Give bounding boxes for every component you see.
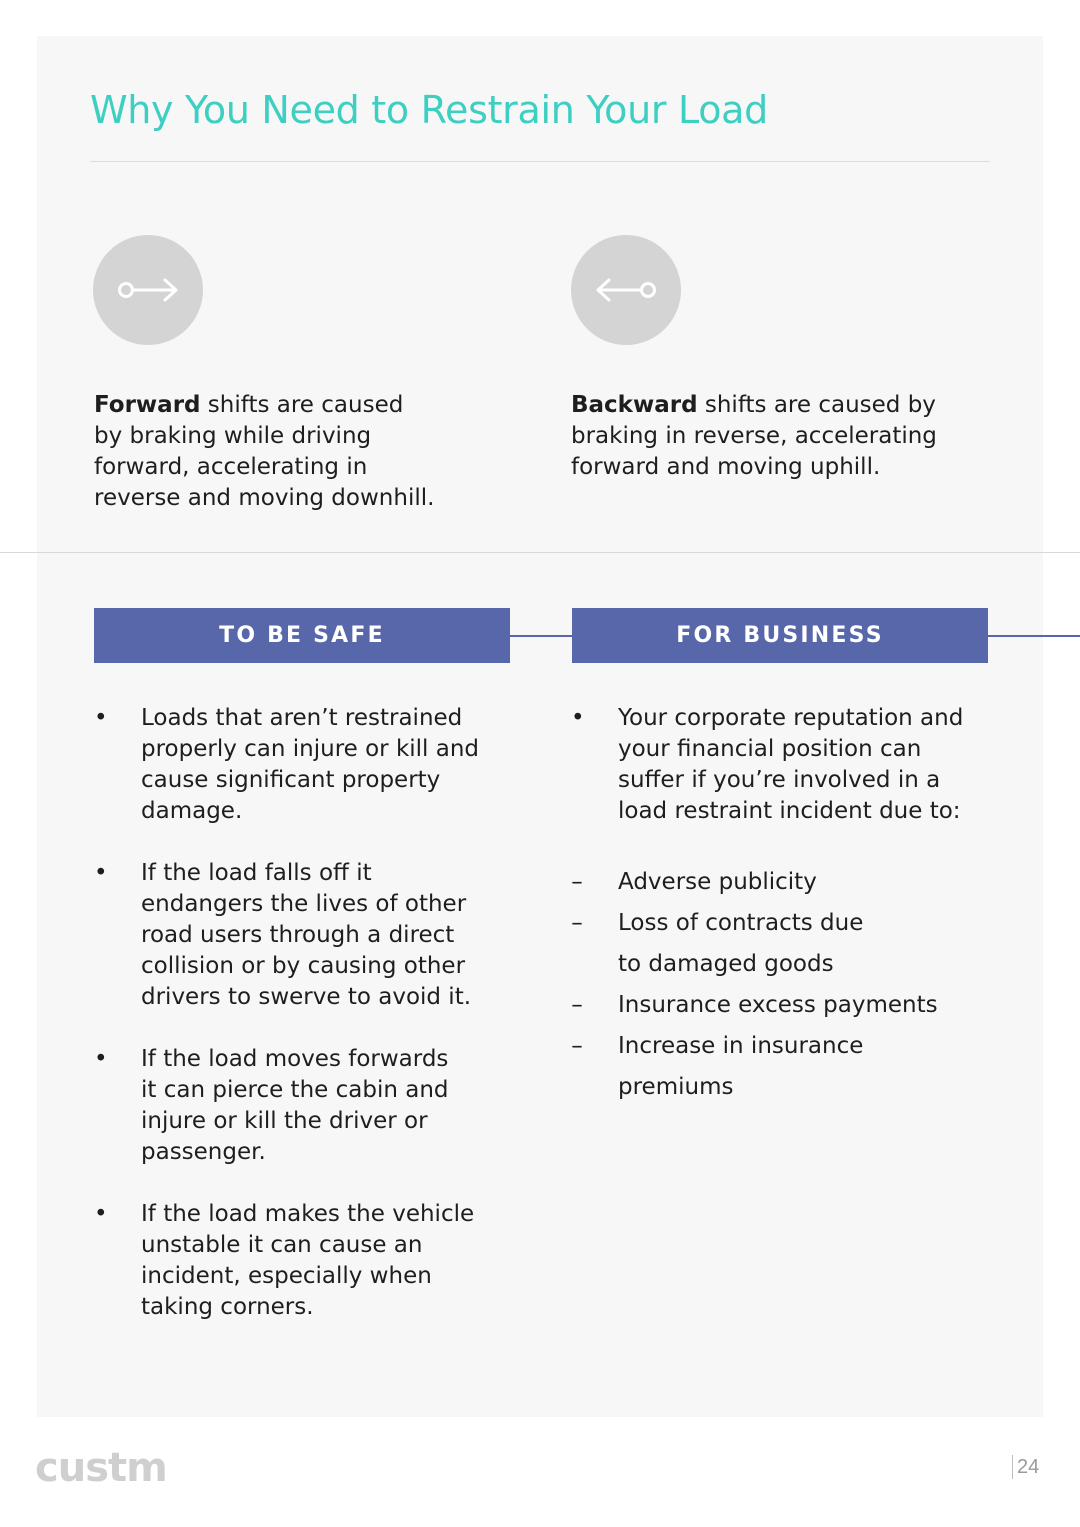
list-item-line: If the load makes the vehicle: [141, 1201, 475, 1227]
list-item-line: your financial position can: [618, 736, 922, 762]
to-be-safe-list: [94, 703, 514, 1354]
list-item-line: premiums: [618, 1074, 734, 1100]
list-item: [571, 703, 1011, 827]
section-divider: [0, 552, 1080, 553]
list-item: [571, 985, 1011, 1026]
list-item-line: Loads that aren’t restrained: [141, 705, 463, 731]
list-item-line: If the load falls off it: [141, 860, 372, 886]
list-item-line: to damaged goods: [618, 951, 834, 977]
for-business-heading: FOR BUSINESS: [572, 608, 988, 663]
list-item: [94, 858, 514, 1013]
list-item: [571, 1026, 1011, 1108]
page-title: Why You Need to Restrain Your Load: [90, 88, 768, 132]
forward-line-4: reverse and moving downhill.: [94, 485, 435, 511]
brand-logo: custm: [35, 1445, 167, 1491]
bullet-marker: –: [571, 992, 583, 1018]
bullet-marker: •: [571, 705, 585, 731]
bullet-marker: •: [94, 705, 108, 731]
list-item: [94, 1199, 514, 1323]
heading-connector-line-right: [987, 635, 1080, 637]
list-item-line: cause significant property: [141, 767, 441, 793]
list-item-line: injure or kill the driver or: [141, 1108, 428, 1134]
list-item-line: suffer if you’re involved in a: [618, 767, 941, 793]
forward-line-2: by braking while driving: [94, 423, 372, 449]
bullet-marker: –: [571, 1033, 583, 1059]
bullet-marker: •: [94, 1046, 108, 1072]
list-item-line: Your corporate reputation and: [618, 705, 964, 731]
forward-line-1: shifts are caused: [200, 392, 404, 418]
list-item-line: damage.: [141, 798, 243, 824]
forward-shift-description: [94, 390, 494, 514]
page-number: 24: [1012, 1455, 1039, 1479]
list-item: [571, 862, 1011, 903]
list-item-line: Insurance excess payments: [618, 992, 938, 1018]
list-item: [571, 903, 1011, 985]
list-item-line: it can pierce the cabin and: [141, 1077, 449, 1103]
list-item-line: Adverse publicity: [618, 869, 817, 895]
for-business-dash-list: [571, 862, 1011, 1108]
list-item-line: endangers the lives of other: [141, 891, 467, 917]
list-item-line: collision or by causing other: [141, 953, 466, 979]
to-be-safe-heading: TO BE SAFE: [94, 608, 510, 663]
backward-label: Backward: [571, 392, 698, 418]
list-item-line: load restraint incident due to:: [618, 798, 961, 824]
bullet-marker: •: [94, 860, 108, 886]
heading-connector-line: [509, 635, 572, 637]
title-divider: [90, 161, 990, 162]
backward-line-1: shifts are caused by: [697, 392, 936, 418]
list-item-line: Increase in insurance: [618, 1033, 864, 1059]
list-item-line: drivers to swerve to avoid it.: [141, 984, 472, 1010]
arrow-right-icon: [93, 235, 203, 345]
list-item-line: If the load moves forwards: [141, 1046, 449, 1072]
backward-shift-description: [571, 390, 991, 483]
bullet-marker: –: [571, 869, 583, 895]
list-item-line: passenger.: [141, 1139, 266, 1165]
list-item-line: taking corners.: [141, 1294, 314, 1320]
bullet-marker: –: [571, 910, 583, 936]
list-item-line: properly can injure or kill and: [141, 736, 480, 762]
backward-line-2: braking in reverse, accelerating: [571, 423, 937, 449]
arrow-left-icon: [571, 235, 681, 345]
backward-line-3: forward and moving uphill.: [571, 454, 881, 480]
list-item: [94, 703, 514, 827]
list-item-line: road users through a direct: [141, 922, 455, 948]
list-item-line: unstable it can cause an: [141, 1232, 423, 1258]
list-item-line: incident, especially when: [141, 1263, 432, 1289]
for-business-intro-list: [571, 703, 1011, 827]
forward-line-3: forward, accelerating in: [94, 454, 368, 480]
list-item: [94, 1044, 514, 1168]
bullet-marker: •: [94, 1201, 108, 1227]
forward-label: Forward: [94, 392, 201, 418]
list-item-line: Loss of contracts due: [618, 910, 864, 936]
